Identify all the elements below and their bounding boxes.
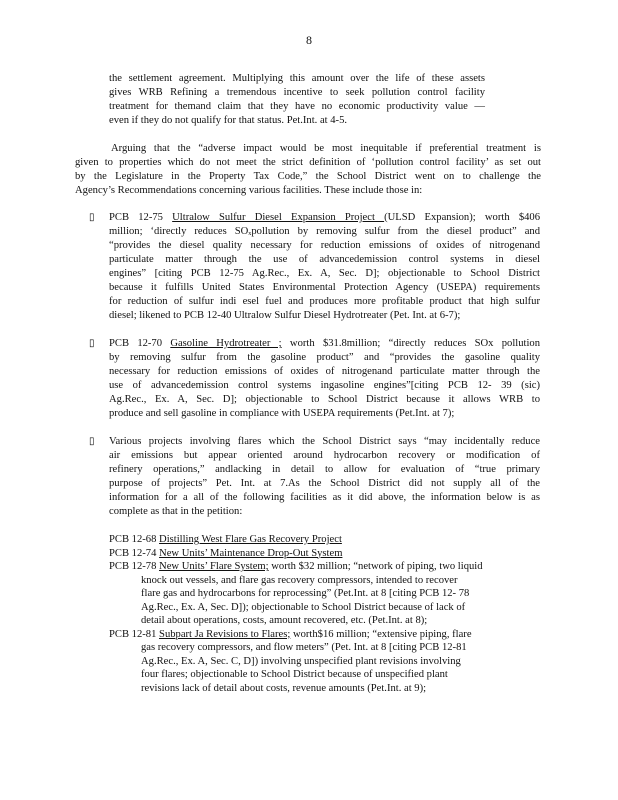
text-line: the settlement agreement. Multiplying this amount over the life of these assets (109, 73, 485, 84)
project-title: New Units’ Flare System; (159, 561, 269, 572)
text-line: flare gas and hydrocarbons for reprocessing” (Pet.Int. at 8 [citing PCB 12- 78 (141, 588, 470, 599)
text-line: Arguing that the “adverse impact would be most inequitable if preferential treatment is (111, 143, 541, 154)
project-title: Subpart Ja Revisions to Flares; (159, 628, 291, 640)
text-line: because it fulfills United States Environmental Protection Agency (USEPA) requirements (109, 282, 540, 293)
pcb-number: PCB 12-74 (109, 547, 160, 559)
text-fragment: (ULSD Expansion); worth $406 (384, 212, 541, 223)
text-line: complete as that in the petition: (109, 506, 243, 517)
text-line: four flares; objectionable to School District because of unspecified plant (141, 669, 448, 680)
text-line: even if they do not qualify for that status. Pet.Int. at 4-5. (109, 115, 348, 126)
bullet-item-ulsd (109, 211, 540, 323)
text-line: “provides the diesel quality necessary for reduction emissions of oxides of nitrogenand (109, 240, 540, 251)
project-title: New Units’ Maintenance Drop-Out System (159, 547, 343, 559)
text-line: revisions lack of detail about costs, revenue amounts (Pet.Int. at 9); (141, 682, 427, 694)
paragraph-settlement (109, 72, 485, 128)
flare-project-list (109, 533, 540, 695)
text-line: air emissions but appear oriented around hydrocarbon recovery or modification of (109, 450, 540, 461)
text-line: by removing sulfur from the gasoline product” and “provides the gasoline quality (109, 352, 540, 363)
text-line: diesel; likened to PCB 12-40 Ultralow Sulfur Diesel Hydrotreater (Pet. Int. at 6-7); (109, 310, 461, 321)
text-line: given to properties which do not meet the strict definition of ‘pollution control facility’ as set out (75, 157, 541, 168)
text-fragment: worth$16 million; “extensive piping, flare (290, 628, 472, 640)
text-line: Ag.Rec., Ex. A, Sec. D]; objectionable to School District because it allows WRB to (109, 394, 540, 405)
pcb-number: PCB 12-75 (109, 212, 173, 223)
list-item (109, 547, 540, 561)
pcb-number: PCB 12-81 (109, 628, 160, 640)
bullet-item-flares (109, 435, 540, 519)
project-title: Gasoline Hydrotreater ; (170, 338, 282, 349)
text-line: produce and sell gasoline in compliance with USEPA requirements (Pet.Int. at 7); (109, 408, 455, 419)
text-line: gives WRB Refining a tremendous incentive to seek pollution control facility (109, 87, 485, 98)
text-line: Ag.Rec., Ex. A, Sec. C, D]) involving unspecified plant revisions involving (141, 655, 461, 667)
list-item (109, 533, 540, 547)
text-line: for reduction of sulfur indi esel fuel and produces more profitable product that high sulfur (109, 296, 540, 307)
bullet-icon: ▯ (89, 436, 95, 447)
text-line: gas recovery compressors, and flow meters” (Pet. Int. at 8 [citing PCB 12-81 (141, 642, 467, 653)
text-line: knock out vessels, and flare gas recovery compressors, intended to recover (141, 574, 458, 586)
text-line: Ag.Rec., Ex. A, Sec. D]); objectionable to School District because of lack of (141, 601, 466, 613)
bullet-item-gasoline (109, 337, 540, 421)
pcb-number: PCB 12-78 (109, 561, 160, 572)
pcb-number: PCB 12-68 (109, 534, 160, 545)
text-line: detail about operations, costs, amount recovered, etc. (Pet.Int. at 8); (141, 615, 428, 626)
text-line: by the Legislature in the Property Tax Code,” the School District went on to challenge the (75, 171, 541, 182)
text-line: purpose of projects” Pet. Int. at 7.As the School District did not supply all of the (109, 478, 540, 489)
text-line: particulate matter through the use of advancedemission control systems in diesel (109, 254, 540, 265)
text-line: refinery operations,” andlacking in detail to allow for evaluation of “true primary (109, 464, 540, 475)
list-item (109, 560, 540, 628)
text-line: engines” [citing PCB 12-75 Ag.Rec., Ex. A, Sec. D]; objectionable to School District (109, 268, 540, 279)
text-fragment: worth $32 million; “network of piping, two liquid (268, 561, 483, 572)
text-fragment: worth $31.8million; “directly reduces SOx pollution (281, 338, 540, 349)
text-line: treatment for themand claim that they have no economic productivity value — (109, 101, 485, 112)
project-title: Distilling West Flare Gas Recovery Project (159, 534, 342, 545)
pcb-number: PCB 12-70 (109, 338, 171, 349)
text-line: use of advancedemission control systems ingasoline engines”[citing PCB 12- 39 (sic) (109, 380, 540, 391)
text-line: million; ‘directly reduces SOₓpollution by removing sulfur from the diesel product” and (109, 226, 540, 237)
bullet-first-line (109, 337, 540, 351)
bullet-icon: ▯ (89, 338, 95, 349)
text-line: Various projects involving flares which the School District says “may incidentally reduce (109, 436, 540, 447)
list-item (109, 628, 540, 696)
paragraph-arguing (75, 142, 541, 198)
page-number: 8 (306, 33, 312, 47)
bullet-icon: ▯ (89, 212, 95, 223)
bullet-first-line (109, 211, 540, 225)
project-title: Ultralow Sulfur Diesel Expansion Project (172, 212, 385, 223)
text-line: necessary for reduction emissions of oxides of nitrogenand particulate matter through the (109, 366, 540, 377)
text-line: information for a all of the following facilities as it did above, the information below is as (109, 492, 540, 503)
text-line: Agency’s Recommendations concerning various facilities. These include those in: (75, 185, 423, 196)
